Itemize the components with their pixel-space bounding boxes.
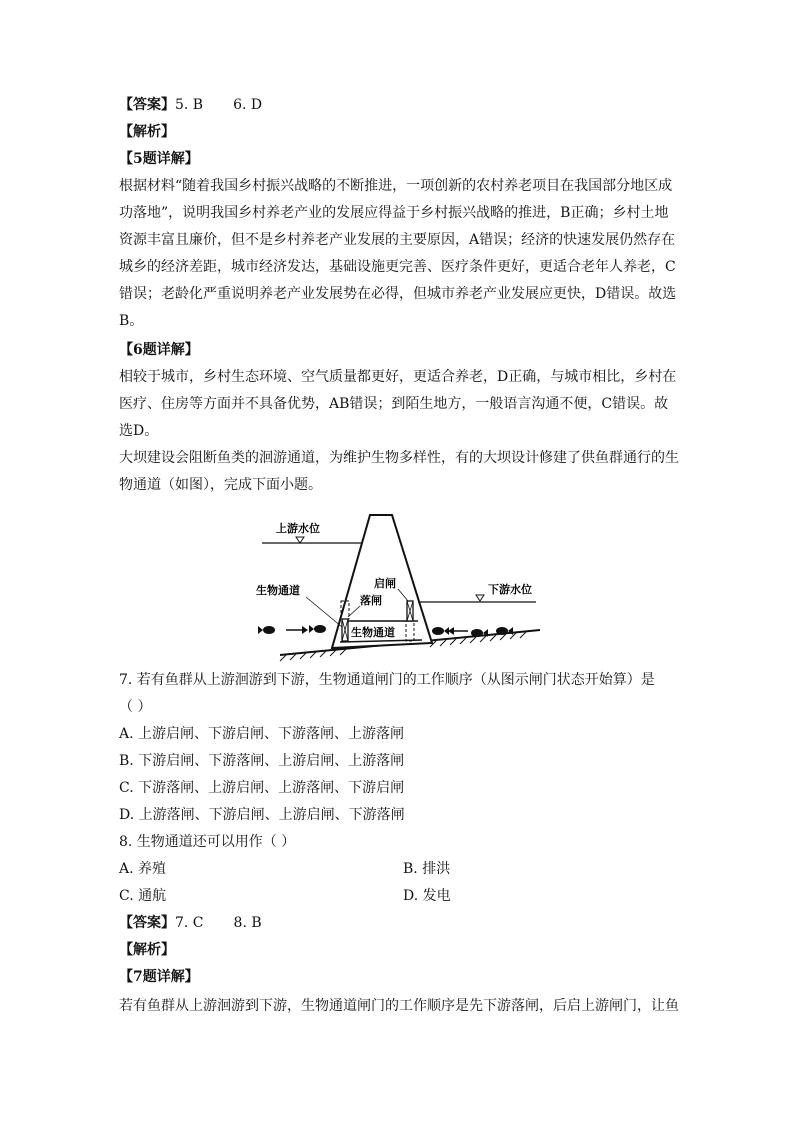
q5-text-line: 根据材料“随着我国乡村振兴战略的不断推进，一项创新的农村养老项目在我国部分地区成 [119, 178, 673, 194]
q8-option-d: D. 发电 [403, 888, 451, 904]
upstream-level-label: 上游水位 [276, 522, 320, 535]
q5-text-line: 城乡的经济差距，城市经济发达，基础设施更完善、医疗条件更好，更适合老年人养老，C [119, 259, 676, 275]
intro-line: 物通道（如图），完成下面小题。 [119, 477, 322, 493]
intro-line: 大坝建设会阻断鱼类的洄游通道，为维护生物多样性，有的大坝设计修建了供鱼群通行的生 [119, 450, 679, 466]
answer-5: 5. B [175, 97, 204, 113]
answer-8: 8. B [233, 915, 262, 931]
q5-text-line: 错误；老龄化严重说明养老产业发展势在必得，但城市养老产业发展应更快，D错误。故选 [119, 286, 677, 302]
fish-icon [309, 625, 326, 633]
q7-option: C. 下游落闸、上游启闸、上游落闸、下游启闸 [119, 780, 405, 796]
close-gate-label: 落闸 [360, 594, 382, 607]
answer-line-1 [119, 95, 262, 115]
q6-text-line: 医疗、住房等方面并不具备优势，AB错误；到陌生地方，一般语言沟通不便，C错误。故 [119, 396, 669, 412]
answer-6: 6. D [233, 97, 263, 113]
answer-7: 7. C [175, 915, 204, 931]
right-arrow-icon [286, 626, 308, 634]
q6-text-line: 相较于城市，乡村生态环境、空气质量都更好，更适合养老，D正确，与城市相比，乡村在 [119, 369, 677, 385]
q7-option: B. 下游启闸、下游落闸、上游启闸、上游落闸 [119, 753, 405, 769]
downstream-level-marker [476, 595, 484, 601]
q7-paren: （ ） [119, 699, 152, 715]
q7-text-line: 若有鱼群从上游洄游到下游，生物通道闸门的工作顺序是先下游落闸，后启上游闸门，让鱼 [119, 998, 679, 1014]
answer-line-2 [119, 913, 262, 933]
q7-detail-heading: 【7题详解】 [119, 969, 199, 985]
answer-label: 【答案】 [119, 915, 175, 931]
q5-detail-heading: 【5题详解】 [119, 151, 199, 167]
q5-text-line: 功落地”，说明我国乡村养老产业的发展应得益于乡村振兴战略的推进，B正确；乡村土地 [119, 205, 669, 221]
q7-option: A. 上游启闸、下游启闸、下游落闸、上游落闸 [119, 726, 405, 742]
analysis-heading-2: 【解析】 [119, 942, 175, 958]
downstream-level-label: 下游水位 [488, 583, 532, 596]
q7-stem: 7. 若有鱼群从上游洄游到下游，生物通道闸门的工作顺序（从图示闸门状态开始算）是 [119, 672, 655, 688]
analysis-heading-1: 【解析】 [119, 124, 175, 140]
left-arrow-icon [448, 627, 468, 635]
q8-option-a: A. 养殖 [119, 861, 167, 877]
q8-option-c: C. 通航 [119, 888, 167, 904]
fish-icon [432, 627, 449, 635]
q6-text-line: 选D。 [119, 423, 159, 439]
bio-channel-inner-label: 生物通道 [351, 626, 395, 639]
q8-stem: 8. 生物通道还可以用作（ ） [119, 834, 296, 850]
q8-option-b: B. 排洪 [403, 861, 451, 877]
q5-text-line: B。 [119, 313, 144, 329]
bio-channel-left-label: 生物通道 [256, 584, 300, 597]
fish-passage-diagram [240, 505, 560, 665]
fish-icon [258, 626, 275, 634]
open-gate-label: 启闸 [374, 577, 396, 590]
q7-option: D. 上游落闸、下游启闸、上游启闸、下游落闸 [119, 807, 405, 823]
q5-text-line: 资源丰富且廉价，但不是乡村养老产业发展的主要原因，A错误；经济的快速发展仍然存在 [119, 232, 676, 248]
upstream-level-marker [296, 537, 304, 543]
q6-detail-heading: 【6题详解】 [119, 342, 199, 358]
answer-label: 【答案】 [119, 97, 175, 113]
